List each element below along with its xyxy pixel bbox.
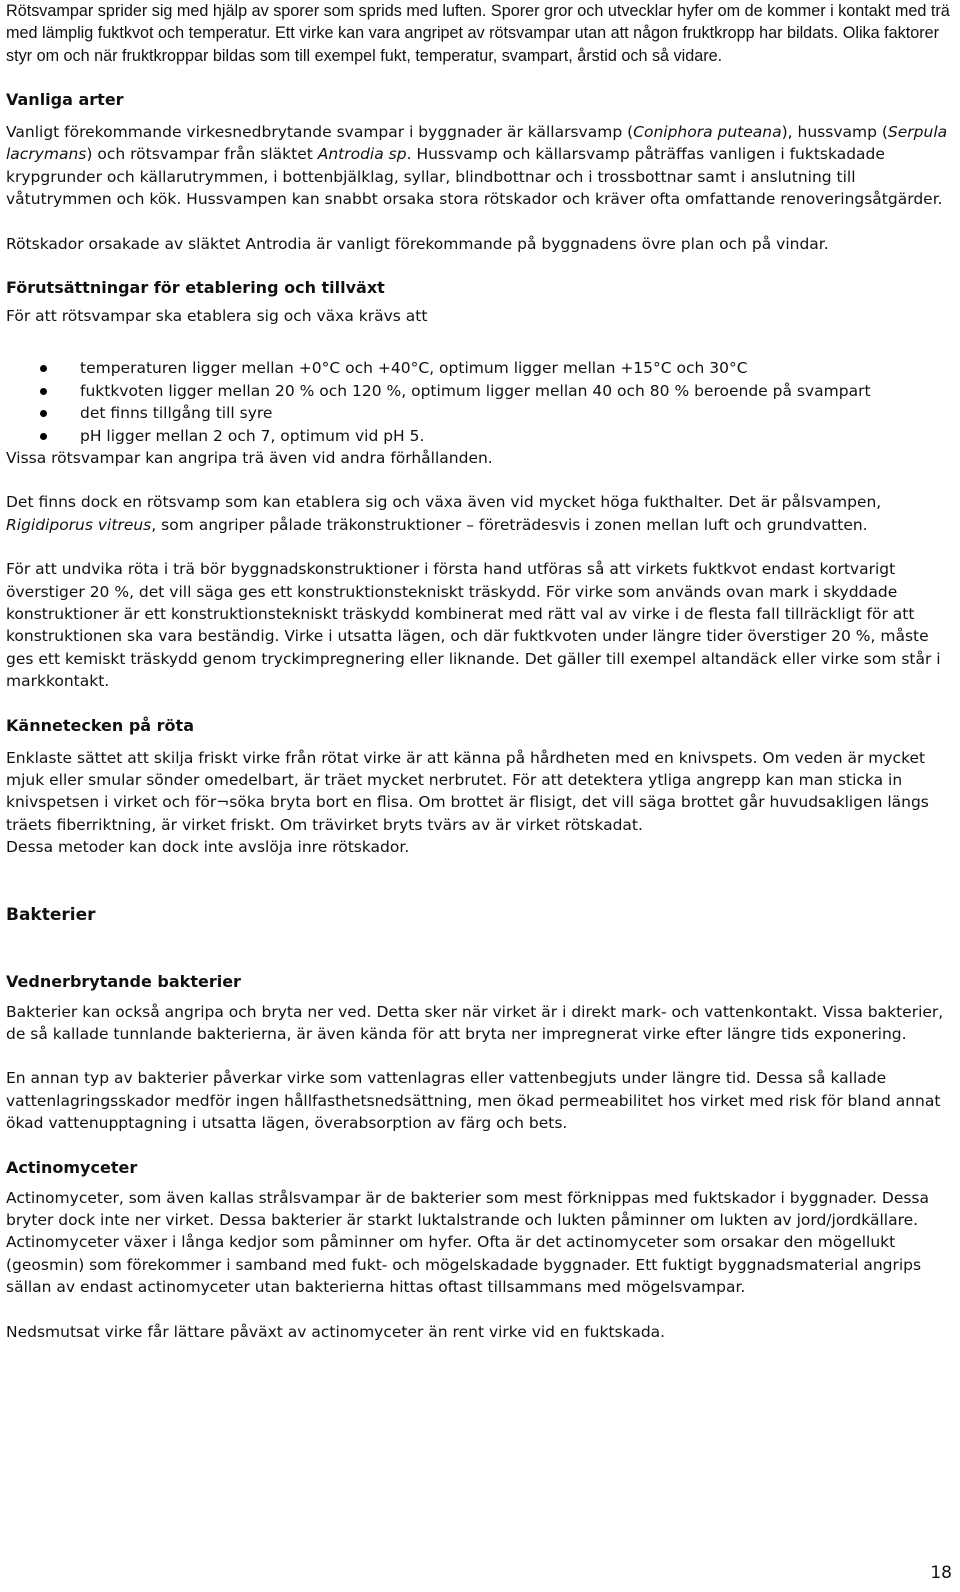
heading-actinomyceter: Actinomyceter	[6, 1157, 138, 1177]
list-item: temperaturen ligger mellan +0°C och +40°C, optimum ligger mellan +15°C och 30°C	[6, 357, 952, 379]
list-item: pH ligger mellan 2 och 7, optimum vid pH 5.	[6, 425, 952, 447]
paragraph-antrodia: Rötskador orsakade av släktet Antrodia är vanligt förekommande på byggnadens övre plan och på vindar.	[6, 234, 829, 253]
paragraph-after-list: Vissa rötsvampar kan angripa trä även vid andra förhållanden.	[6, 448, 493, 467]
bullet-icon	[40, 388, 47, 395]
paragraph-palsvamp: Det finns dock en rötsvamp som kan etablera sig och växa även vid mycket höga fukthalter. Det är pålsvampen, Rigidiporus vitreus, som angriper pålade träkonstruktioner – företrädesvis i zonen mellan luft och grundvatten.	[6, 493, 882, 534]
intro-paragraph: Rötsvampar sprider sig med hjälp av sporer som sprids med luften. Sporer gror och utvecklar hyfer om de kommer i kontakt med trä med lämplig fuktkvot och temperatur. Ett virke kan vara angripet av rötsvampar utan att någon fruktkropp har bildats. Olika faktorer styr om och när fruktkroppar bildas som till exempel fukt, temperatur, svampart, årstid och så vidare.	[6, 2, 950, 65]
paragraph-vanliga-arter: Vanligt förekommande virkesnedbrytande svampar i byggnader är källarsvamp (Coniphora puteana), hussvamp (Serpula lacrymans) och rötsvampar från släktet Antrodia sp. Hussvamp och källarsvamp påträffas vanligen i fuktskadade krypgrunder och källarutrymmen, i bottenbjälklag, syllar, blindbottnar och i trossbottnar samt i anslutning till våtutrymmen och kök. Hussvampen kan snabbt orsaka stora rötskador och kräver ofta omfattande renoveringsåtgärder.	[6, 122, 948, 209]
heading-vednerbrytande: Vednerbrytande bakterier	[6, 971, 241, 991]
paragraph-actinomyceter-2: Nedsmutsat virke får lättare påväxt av actinomyceter än rent virke vid en fuktskada.	[6, 1322, 666, 1341]
species-serpula: Serpula lacrymans	[6, 122, 948, 164]
paragraph-traskydd: För att undvika röta i trä bör byggnadskonstruktioner i första hand utföras så att virkets fuktkvot endast kortvarigt överstiger 20 %, det vill säga ges ett konstruktionstekniskt träskydd. För virke som används ovan mark i skyddade konstruktioner är ett konstruktionstekniskt träskydd kombinerat med rätt val av virke i de flesta fall tillräckligt för att konstruktionen ska vara beständig. Virke i utsatta lägen, och där fuktkvoten under längre tider överstiger 20 %, måste ges ett kemiskt träskydd genom tryckimpregnering eller liknande. Det gäller till exempel altandäck eller virke som står i markkontakt.	[6, 560, 941, 691]
bullet-icon	[40, 365, 47, 372]
paragraph-vednerbrytande-2: En annan typ av bakterier påverkar virke som vattenlagras eller vattenbegjuts under längre tid. Dessa så kallade vattenlagringsskador medför ingen hållfasthetsnedsättning, men ökad permeabilitet hos virket med risk för bland annat ökad vattenupptagning i utsatta lägen, överabsorption av färg och bets.	[6, 1069, 941, 1133]
page-number: 18	[930, 1562, 952, 1583]
list-item: fuktkvoten ligger mellan 20 % och 120 %, optimum ligger mellan 40 och 80 % beroende på svampart	[6, 380, 952, 402]
paragraph-lead: För att rötsvampar ska etablera sig och växa krävs att	[6, 306, 428, 325]
conditions-list	[6, 357, 952, 447]
heading-vanliga-arter: Vanliga arter	[6, 89, 124, 109]
paragraph-kannetecken: Enklaste sättet att skilja friskt virke från rötat virke är att känna på hårdheten med en knivspets. Om veden är mycket mjuk eller smular sönder omedelbart, är träet mycket nerbrutet. För att detektera ytliga angrepp kan man sticka in knivspetsen i virket och för¬söka bryta bort en flisa. Om brottet är flisigt, det vill säga brottet går huvudsakligen längs träets fiberriktning, är virket friskt. Om trävirket bryts tvärs av är virket rötskadat.	[6, 748, 929, 834]
paragraph-kannetecken-note: Dessa metoder kan dock inte avslöja inre rötskador.	[6, 838, 410, 857]
list-item: det finns tillgång till syre	[6, 402, 952, 424]
paragraph-actinomyceter-1: Actinomyceter, som även kallas strålsvampar är de bakterier som mest förknippas med fuktskador i byggnader. Dessa bryter dock inte ner virket. Dessa bakterier är starkt luktalstrande och lukten påminner om lukten av jord/jordkällare. Actinomyceter växer i långa kedjor som påminner om hyfer. Ofta är det actinomyceter som orsakar den mögellukt (geosmin) som förekommer i samband med fukt- och mögelskadade byggnader. Ett fuktigt byggnadsmaterial angrips sällan av endast actinomyceter utan bakterierna hittas oftast tillsammans med mögelsvampar.	[6, 1188, 929, 1297]
paragraph-vednerbrytande-1: Bakterier kan också angripa och bryta ner ved. Detta sker när virket är i direkt mark- och vattenkontakt. Vissa bakterier, de så kallade tunnlande bakterierna, är även kända för att bryta ner impregnerat virke efter längre tids exponering.	[6, 1002, 944, 1044]
heading-forutsattningar: Förutsättningar för etablering och tillväxt	[6, 277, 385, 297]
bullet-icon	[40, 410, 47, 417]
species-rigidiporus: Rigidiporus vitreus	[6, 515, 152, 534]
bullet-icon	[40, 433, 47, 440]
species-coniphora: Coniphora puteana	[633, 122, 782, 141]
heading-bakterier: Bakterier	[6, 904, 96, 925]
species-antrodia: Antrodia sp	[317, 145, 407, 164]
heading-kannetecken: Kännetecken på röta	[6, 715, 194, 735]
